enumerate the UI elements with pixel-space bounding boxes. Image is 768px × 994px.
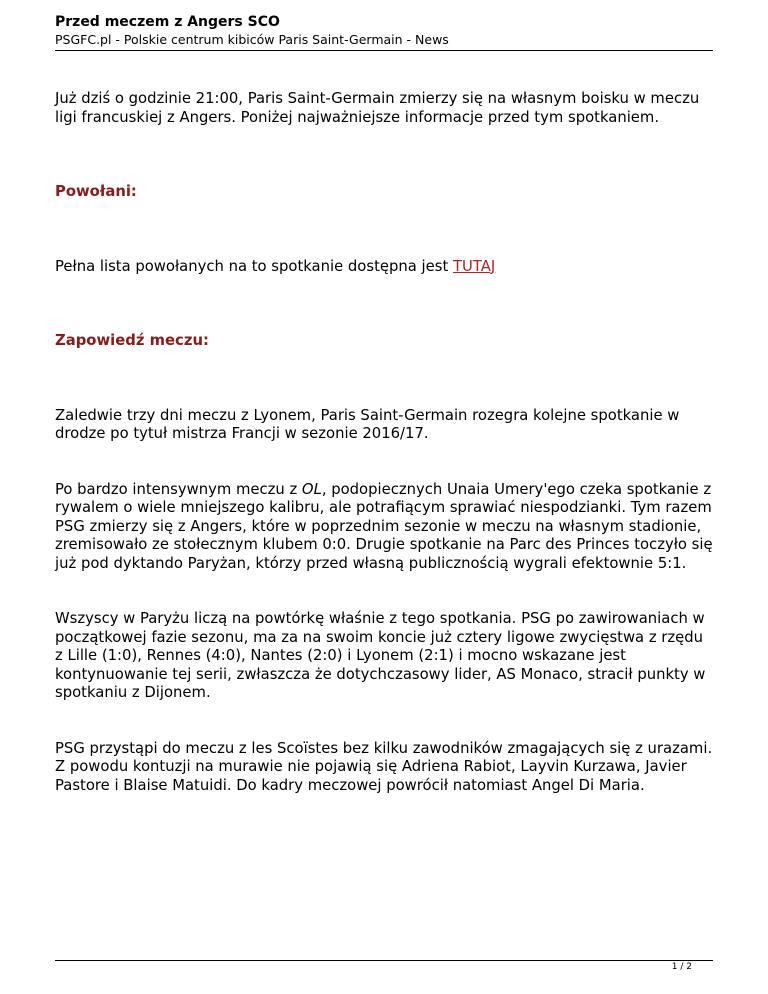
squad-list-link[interactable]: TUTAJ [452,257,496,275]
heading-squad: Powołani: [55,183,137,200]
preview-paragraph-1: Zaledwie trzy dni meczu z Lyonem, Paris Saint-Germain rozegra kolejne spotkanie w drodze po tytuł mistrza Francji w sezonie 2016/17. [55,406,680,442]
para2-italic-ol: OL [301,480,322,498]
document-title: Przed meczem z Angers SCO [55,14,280,30]
intro-paragraph: Już dziś o godzinie 21:00, Paris Saint-Germain zmierzy się na własnym boisku w meczu ligi francuskiej z Angers. Poniżej najważniejsze informacje przed tym spotkaniem. [55,90,700,126]
squad-paragraph [55,258,715,277]
page-header [55,14,713,48]
preview-paragraph-3: Wszyscy w Paryżu liczą na powtórkę właśnie z tego spotkania. PSG po zawirowaniach w początkowej fazie sezonu, ma za na swoim koncie już cztery ligowe zwycięstwa z rzędu z Lille (1:0), Rennes (4:0), Nantes (2:0) i Lyonem (2:1) i mocno wskazane jest kontynuowanie tej serii, zwłaszcza że dotychczasowy lider, AS Monaco, stracił punkty w spotkaniu z Dijonem. [55,610,706,701]
footer-divider [55,960,713,961]
page-number: 1 / 2 [671,962,692,972]
preview-paragraph-2 [55,481,715,574]
para2-text-after: , podopiecznych Unaia Umery'ego czeka spotkanie z rywalem o wiele mniejszego kalibru, ale potrafiącym sprawiać niespodzianki. Tym razem PSG zmierzy się z Angers, które w poprzednim sezonie w meczu na własnym stadionie, zremisowało ze stołecznym klubem 0:0. Drugie spotkanie na Parc des Princes toczyło się już pod dyktando Paryżan, którzy przed własną publicznością wygrali efektownie 5:1. [55,480,713,572]
para2-text-before: Po bardzo intensywnym meczu z [55,480,302,498]
article-body [55,90,715,795]
header-divider [55,50,713,51]
document-subtitle: PSGFC.pl - Polskie centrum kibiców Paris Saint-Germain - News [55,32,449,47]
preview-paragraph-4: PSG przystąpi do meczu z les Scoïstes bez kilku zawodników zmagających się z urazami. Z powodu kontuzji na murawie nie pojawią się Adriena Rabiot, Layvin Kurzawa, Javier Pastore i Blaise Matuidi. Do kadry meczowej powrócił natomiast Angel Di Maria. [55,739,713,794]
heading-preview: Zapowiedź meczu: [55,332,209,349]
squad-text: Pełna lista powołanych na to spotkanie dostępna jest [55,257,453,275]
